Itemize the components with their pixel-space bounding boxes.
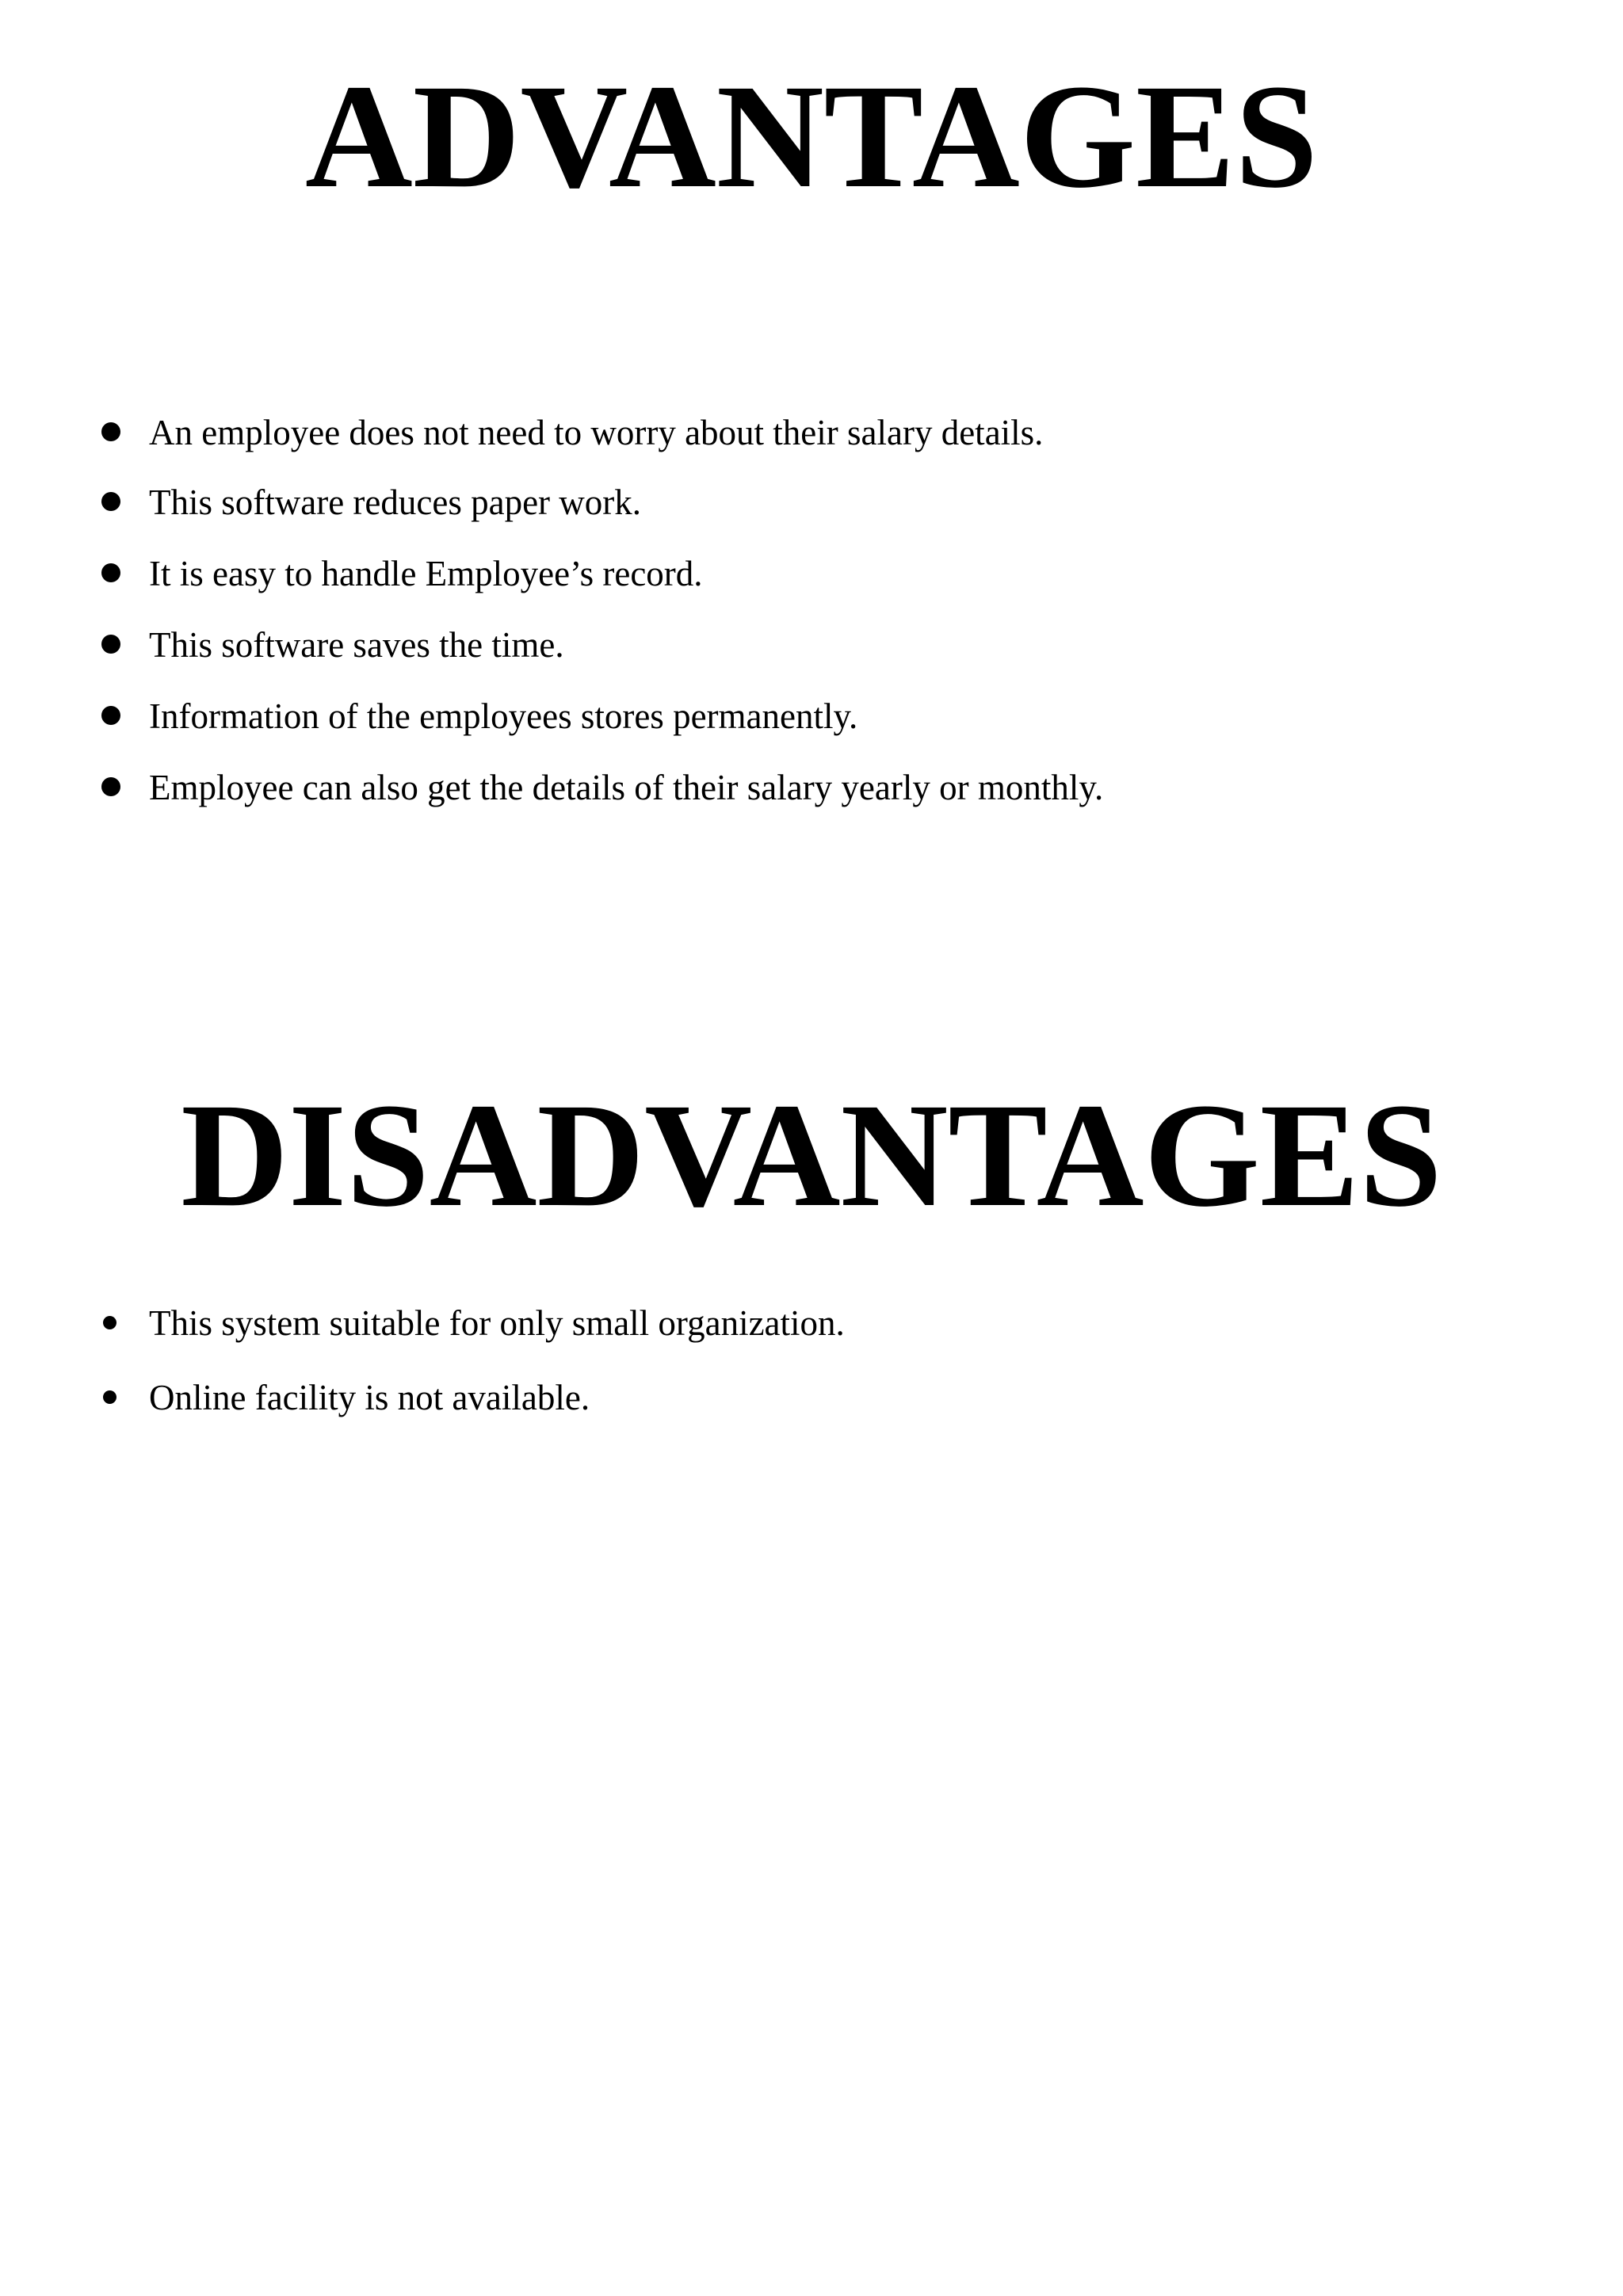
- bullet-icon: [101, 492, 120, 511]
- bullet-icon: [101, 563, 120, 582]
- bullet-icon: [103, 1316, 116, 1329]
- bullet-icon: [103, 1390, 116, 1404]
- disadvantages-heading: DISADVANTAGES: [181, 1072, 1442, 1238]
- advantages-heading: ADVANTAGES: [305, 53, 1318, 219]
- advantage-text: Employee can also get the details of their salary yearly or monthly.: [149, 768, 1104, 807]
- bullet-icon: [101, 422, 120, 441]
- bullet-icon: [101, 777, 120, 796]
- advantage-text: This software reduces paper work.: [149, 482, 642, 522]
- advantage-text: Information of the employees stores permanently.: [149, 696, 858, 736]
- bullet-icon: [101, 706, 120, 725]
- advantage-text: An employee does not need to worry about their salary details.: [149, 413, 1044, 452]
- advantage-text: This software saves the time.: [149, 625, 564, 665]
- bullet-icon: [101, 635, 120, 654]
- disadvantage-text: This system suitable for only small organization.: [149, 1303, 845, 1343]
- disadvantage-text: Online facility is not available.: [149, 1378, 590, 1417]
- advantage-text: It is easy to handle Employee’s record.: [149, 554, 703, 593]
